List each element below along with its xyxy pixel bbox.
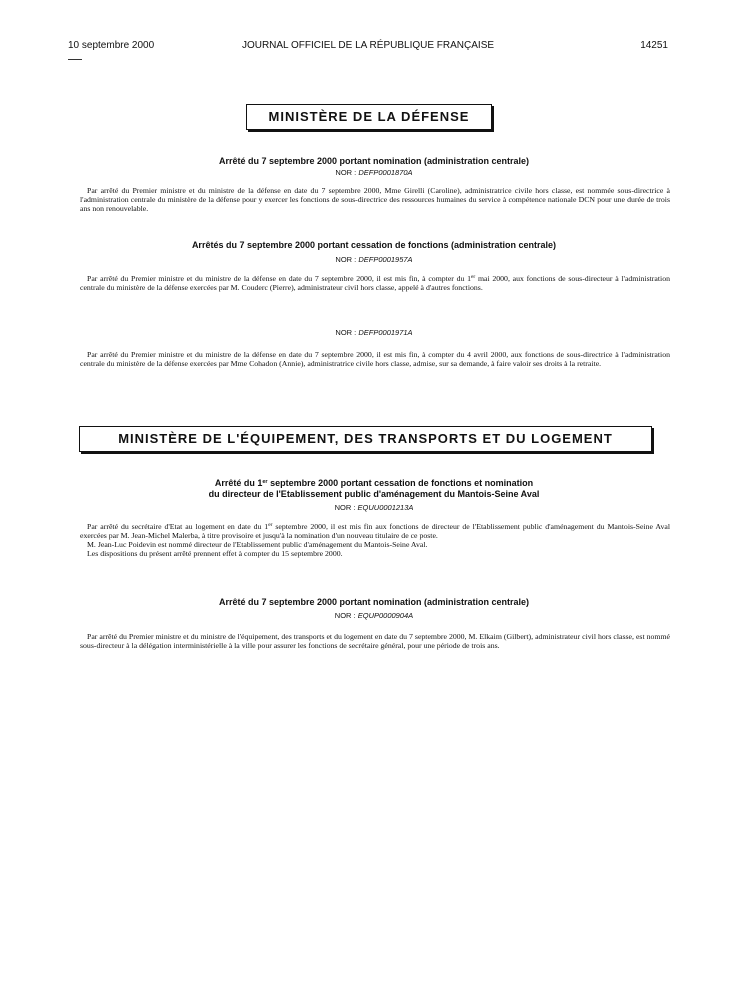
nor-code: DEFP0001971A [358, 328, 413, 337]
paragraph-text: Par arrêté du secrétaire d'Etat au logement en date du 1 [87, 522, 269, 531]
ordinal-superscript: er [268, 522, 273, 528]
arrete-title-line: du directeur de l'Etablissement public d'aménagement du Mantois-Seine Aval [208, 489, 540, 499]
journal-title: JOURNAL OFFICIEL DE LA RÉPUBLIQUE FRANÇAISE [241, 40, 495, 51]
ministry-heading-defense: MINISTÈRE DE LA DÉFENSE [246, 104, 492, 130]
nor-reference [68, 611, 680, 621]
arrete-body [80, 632, 670, 650]
arrete-title: Arrêtés du 7 septembre 2000 portant cessation de fonctions (administration centrale) [191, 240, 557, 250]
nor-label: NOR : [335, 328, 357, 337]
arrete-paragraph [80, 274, 670, 292]
arrete-title: Arrêté du 7 septembre 2000 portant nomination (administration centrale) [218, 156, 530, 166]
nor-code: DEFP0001870A [358, 168, 413, 177]
arrete-paragraph [80, 522, 670, 540]
ministry-heading-equipement: MINISTÈRE DE L'ÉQUIPEMENT, DES TRANSPORTS ET DU LOGEMENT [79, 426, 652, 452]
title-text: septembre 2000 portant cessation de fonctions et nomination [267, 478, 534, 488]
paragraph-text: mai 2000, aux fonctions de sous-directeur à l'administration centrale du ministère de la défense exercées par M. Couderc (Pierre), administrateur civil hors classe, appelé à d'autres fonctions. [80, 274, 670, 292]
arrete-title [68, 478, 680, 500]
nor-label: NOR : [335, 255, 357, 264]
page-number: 14251 [640, 40, 668, 51]
nor-code: EQUP0000904A [357, 611, 414, 620]
arrete-paragraph: Par arrêté du Premier ministre et du ministre de l'équipement, des transports et du logement en date du 7 septembre 2000, M. Elkaim (Gilbert), administrateur civil hors classe, est nommé sous-directeur à la délégation interministérielle à la ville pour assurer les fonctions de secrétaire général, pour une période de trois ans. [80, 632, 670, 650]
arrete-paragraph: Par arrêté du Premier ministre et du ministre de la défense en date du 7 septembre 2000, Mme Girelli (Caroline), administratrice civile hors classe, est nommée sous-directrice à l'administration centrale du ministère de la défense pour y exercer les fonctions de sous-directrice des ressources humaines du service à compétence nationale DCN pour une durée de trois ans non renouvelable. [80, 186, 670, 213]
issue-date: 10 septembre 2000 [68, 40, 155, 51]
running-header [68, 40, 668, 56]
arrete-paragraph: Par arrêté du Premier ministre et du ministre de la défense en date du 7 septembre 2000, il est mis fin, à compter du 4 avril 2000, aux fonctions de sous-directrice à l'administration centrale du ministère de la défense exercées par Mme Cohadon (Annie), administratrice civile hors classe, admise, sur sa demande, à faire valoir ses droits à la retraite. [80, 350, 670, 368]
nor-reference [68, 255, 680, 265]
nor-label: NOR : [334, 503, 356, 512]
arrete-title: Arrêté du 7 septembre 2000 portant nomination (administration centrale) [218, 597, 530, 607]
nor-reference [68, 168, 680, 178]
ordinal-superscript: er [262, 479, 268, 485]
arrete-title-line [68, 478, 680, 489]
paragraph-text: septembre 2000, il est mis fin aux fonctions de directeur de l'Etablissement public d'aménagement du Mantois-Seine Aval exercées par M. Jean-Michel Malerba, à titre provisoire et jusqu'à la nomination d'un nouveau titulaire de ce poste. [80, 522, 671, 540]
nor-reference [68, 503, 680, 513]
nor-label: NOR : [335, 168, 357, 177]
nor-reference [68, 328, 680, 338]
paragraph-text: Par arrêté du Premier ministre et du ministre de la défense en date du 7 septembre 2000, il est mis fin, à compter du 1 [87, 274, 471, 283]
title-text: Arrêté du 1 [214, 478, 263, 488]
nor-label: NOR : [334, 611, 356, 620]
ordinal-superscript: er [470, 274, 476, 280]
nor-code: EQUU0001213A [357, 503, 414, 512]
arrete-body [80, 522, 670, 558]
arrete-body [80, 350, 670, 368]
arrete-body [80, 274, 670, 292]
arrete-body [80, 186, 670, 213]
arrete-paragraph: Les dispositions du présent arrêté prennent effet à compter du 15 septembre 2000. [87, 549, 343, 558]
nor-code: DEFP0001957A [358, 255, 413, 264]
header-rule [68, 59, 82, 60]
arrete-paragraph: M. Jean-Luc Poidevin est nommé directeur de l'Etablissement public d'aménagement du Mantois-Seine Aval. [87, 540, 428, 549]
